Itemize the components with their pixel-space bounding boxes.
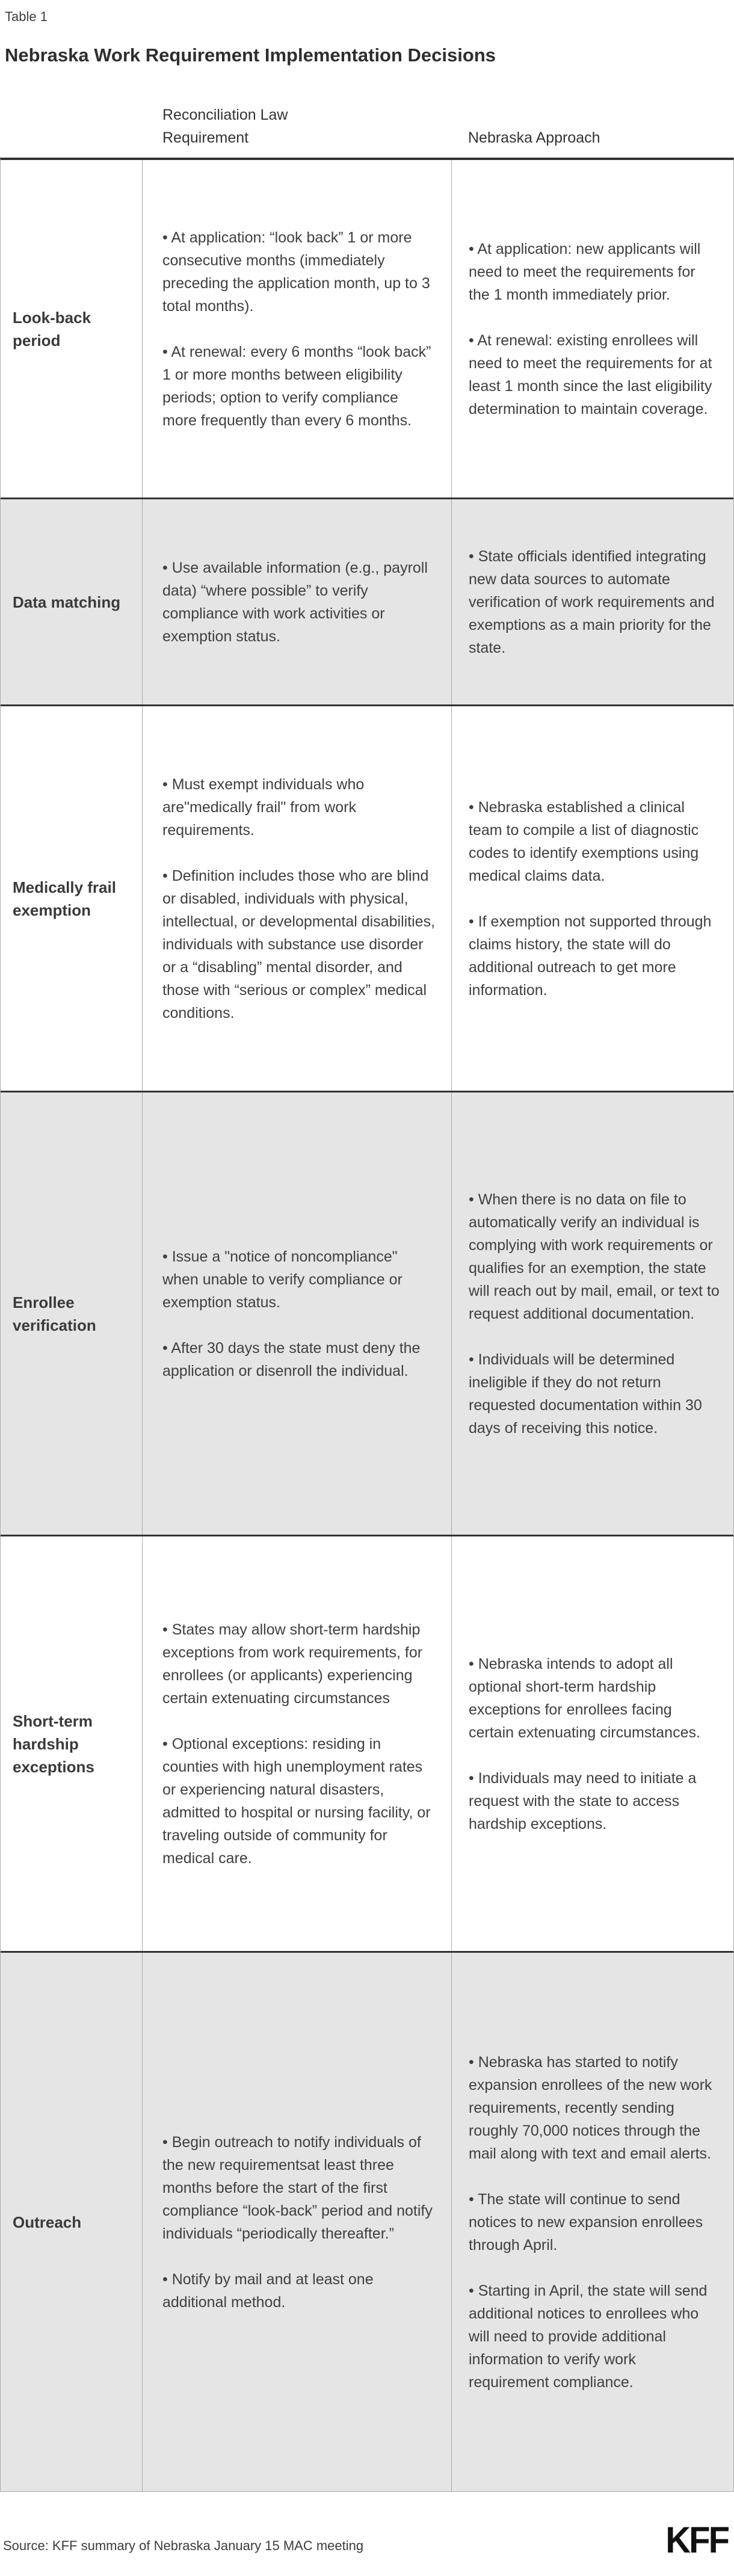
bullet-item: • Starting in April, the state will send additional notices to enrollees who will need to provide additional information to verify work requirement compliance. <box>469 2282 708 2391</box>
row-label: Enrollee verification <box>1 1092 143 1535</box>
bullet-item: • The state will continue to send notices to new expansion enrollees through April. <box>469 2190 703 2254</box>
nebraska-cell <box>452 499 733 704</box>
bullet-item: • States may allow short-term hardship exceptions from work requirements, for enrollees (or applicants) experiencing certain extenuating circumstances <box>162 1621 423 1707</box>
decisions-table <box>0 158 734 2492</box>
requirement-cell <box>143 706 452 1091</box>
table-number-label: Table 1 <box>5 9 48 24</box>
bullet-item: • Definition includes those who are blind or disabled, individuals with physical, intellectual, or developmental disabilities, individuals with substance use disorder or a “disabling” mental disorder, and those with “serious or complex” medical conditions. <box>162 867 436 1021</box>
table-row <box>1 1092 733 1536</box>
bullet-item: • Must exempt individuals who are"medically frail" from work requirements. <box>162 775 365 839</box>
requirement-cell <box>143 1092 452 1535</box>
bullet-item: • When there is no data on file to automatically verify an individual is complying with work requirements or qualifies for an exemption, the state will reach out by mail, email, or text to request additional documentation. <box>469 1191 720 1322</box>
nebraska-cell <box>452 1953 733 2491</box>
table-row <box>1 499 733 706</box>
nebraska-cell <box>452 1092 733 1535</box>
bullet-item: • Begin outreach to notify individuals of the new requirementsat least three months before the start of the first compliance “look-back” period and notify individuals “periodically thereafter.” <box>162 2133 433 2242</box>
source-note: Source: KFF summary of Nebraska January 15 MAC meeting <box>3 2538 364 2553</box>
bullet-item: • At renewal: existing enrollees will need to meet the requirements for at least 1 month since the last eligibility determination to maintain coverage. <box>469 331 712 418</box>
bullet-item: • Individuals will be determined ineligible if they do not return requested documentation within 30 days of receiving this notice. <box>469 1351 702 1437</box>
table-row <box>1 1536 733 1953</box>
row-label: Medically frail exemption <box>1 706 143 1091</box>
bullet-item: • At application: “look back” 1 or more consecutive months (immediately preceding the application month, up to 3 total months). <box>162 229 430 315</box>
column-header-requirement: Reconciliation Law Requirement <box>162 106 288 146</box>
table-row <box>1 706 733 1092</box>
bullet-item: • Nebraska established a clinical team to compile a list of diagnostic codes to identify exemptions using medical claims data. <box>469 798 699 884</box>
bullet-item: • Nebraska has started to notify expansion enrollees of the new work requirements, recently sending roughly 70,000 notices through the mail along with text and email alerts. <box>469 2053 712 2162</box>
footer <box>0 2519 734 2561</box>
column-header-row <box>0 67 734 158</box>
nebraska-cell <box>452 160 733 498</box>
nebraska-cell <box>452 1536 733 1951</box>
requirement-cell <box>143 499 452 704</box>
row-label: Data matching <box>1 499 143 704</box>
page-title: Nebraska Work Requirement Implementation Decisions <box>5 45 496 66</box>
bullet-item: • At application: new applicants will need to meet the requirements for the 1 month immediately prior. <box>469 240 701 303</box>
bullet-item: • Nebraska intends to adopt all optional short-term hardship exceptions for enrollees facing certain extenuating circumstances. <box>469 1655 700 1741</box>
row-label: Look-back period <box>1 160 143 498</box>
bullet-item: • Optional exceptions: residing in counties with high unemployment rates or experiencing natural disasters, admitted to hospital or nursing facility, or traveling outside of community for medical care. <box>162 1735 431 1867</box>
bullet-item: • After 30 days the state must deny the application or disenroll the individual. <box>162 1339 421 1379</box>
bullet-item: • If exemption not supported through claims history, the state will do additional outreach to get more information. <box>469 913 712 999</box>
table-row <box>1 160 733 499</box>
requirement-cell <box>143 1536 452 1951</box>
row-label: Short-term hardship exceptions <box>1 1536 143 1951</box>
bullet-item: • Individuals may need to initiate a request with the state to access hardship exceptions. <box>469 1769 697 1832</box>
bullet-item: • State officials identified integrating new data sources to automate verification of work requirements and exemptions as a main priority for the state. <box>469 547 715 656</box>
table-row <box>1 1953 733 2491</box>
requirement-cell <box>143 1953 452 2491</box>
requirement-cell <box>143 160 452 498</box>
nebraska-cell <box>452 706 733 1091</box>
kff-logo: KFF <box>665 2519 728 2561</box>
row-label: Outreach <box>1 1953 143 2491</box>
bullet-item: • Issue a "notice of noncompliance" when unable to verify compliance or exemption status. <box>162 1248 402 1311</box>
column-header-nebraska: Nebraska Approach <box>468 129 600 146</box>
bullet-item: • Use available information (e.g., payroll data) “where possible” to verify compliance with work activities or exemption status. <box>162 559 428 645</box>
bullet-item: • Notify by mail and at least one additional method. <box>162 2270 374 2311</box>
bullet-item: • At renewal: every 6 months “look back” 1 or more months between eligibility periods; option to verify compliance more frequently than every 6 months. <box>162 343 431 429</box>
